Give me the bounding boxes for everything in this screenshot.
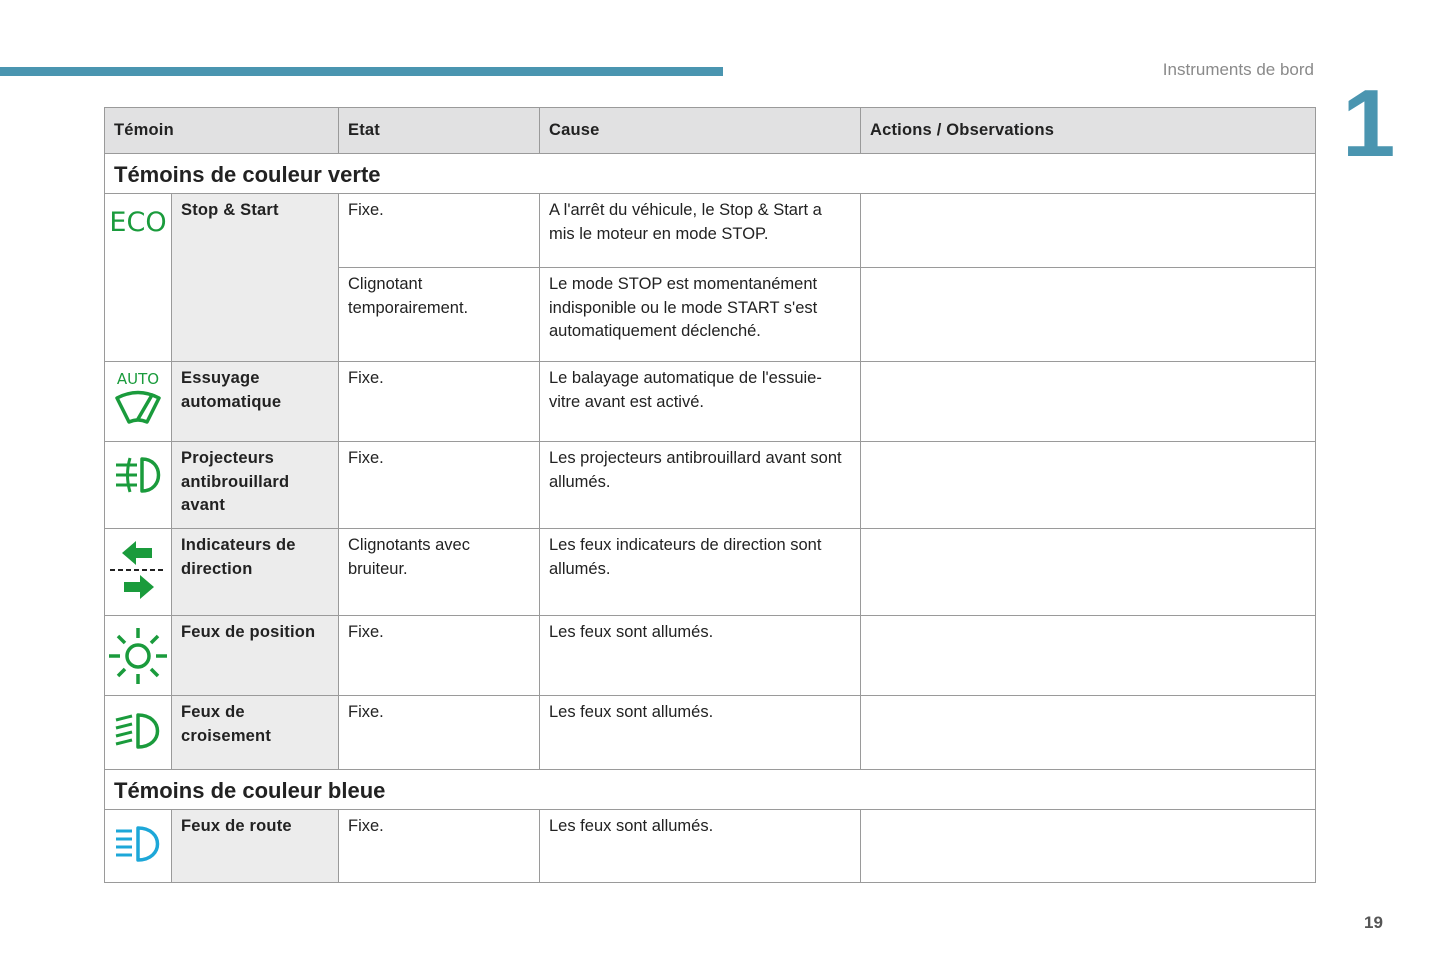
cause-cell: Les feux sont allumés. bbox=[540, 810, 861, 883]
table-row bbox=[105, 194, 1316, 268]
main-beam-icon bbox=[108, 824, 168, 864]
icon-cell bbox=[105, 810, 172, 883]
icon-cell bbox=[105, 362, 172, 442]
etat-cell: Fixe. bbox=[339, 194, 540, 268]
actions-cell bbox=[861, 696, 1316, 770]
lamp-name: Indicateurs de direction bbox=[172, 529, 339, 616]
cause-cell: A l'arrêt du véhicule, le Stop & Start a mis le moteur en mode STOP. bbox=[540, 194, 861, 268]
lamp-name: Feux de route bbox=[172, 810, 339, 883]
etat-cell: Clignotant temporairement. bbox=[339, 268, 540, 362]
cause-cell: Les feux sont allumés. bbox=[540, 616, 861, 696]
eco-icon-label: ECO bbox=[109, 207, 167, 238]
lamp-name: Projecteurs antibrouillard avant bbox=[172, 442, 339, 529]
front-fog-light-icon bbox=[108, 453, 168, 497]
cause-cell: Les feux sont allumés. bbox=[540, 696, 861, 770]
etat-cell: Fixe. bbox=[339, 616, 540, 696]
icon-cell bbox=[105, 696, 172, 770]
actions-cell bbox=[861, 616, 1316, 696]
chapter-number: 1 bbox=[1342, 70, 1396, 177]
lamp-name: Feux de position bbox=[172, 616, 339, 696]
group-row-blue bbox=[105, 770, 1316, 810]
cause-cell: Le mode STOP est momentanément indisponible ou le mode START s'est automatiquement déclenché. bbox=[540, 268, 861, 362]
etat-cell: Fixe. bbox=[339, 696, 540, 770]
eco-icon bbox=[108, 204, 168, 240]
column-header-temoin: Témoin bbox=[105, 108, 339, 154]
actions-cell bbox=[861, 268, 1316, 362]
group-title: Témoins de couleur bleue bbox=[105, 770, 1316, 810]
page-number: 19 bbox=[1364, 913, 1383, 932]
position-light-icon bbox=[107, 626, 169, 686]
icon-cell bbox=[105, 442, 172, 529]
etat-cell: Fixe. bbox=[339, 362, 540, 442]
etat-cell: Fixe. bbox=[339, 442, 540, 529]
table-row bbox=[105, 362, 1316, 442]
actions-cell bbox=[861, 529, 1316, 616]
column-header-cause: Cause bbox=[540, 108, 861, 154]
table-header-row bbox=[105, 108, 1316, 154]
icon-cell bbox=[105, 529, 172, 616]
cause-cell: Les feux indicateurs de direction sont allumés. bbox=[540, 529, 861, 616]
column-header-etat: Etat bbox=[339, 108, 540, 154]
direction-indicator-icon bbox=[107, 537, 169, 603]
lamp-name: Stop & Start bbox=[172, 194, 339, 362]
auto-wiper-icon bbox=[108, 368, 168, 434]
actions-cell bbox=[861, 362, 1316, 442]
table-row bbox=[105, 442, 1316, 529]
cause-cell: Les projecteurs antibrouillard avant sont allumés. bbox=[540, 442, 861, 529]
warning-lights-table bbox=[104, 107, 1316, 883]
dipped-beam-icon bbox=[108, 711, 168, 751]
group-title: Témoins de couleur verte bbox=[105, 154, 1316, 194]
etat-cell: Fixe. bbox=[339, 810, 540, 883]
auto-wiper-label: AUTO bbox=[116, 370, 160, 388]
section-title: Instruments de bord bbox=[1162, 60, 1314, 79]
table-row bbox=[105, 696, 1316, 770]
table-row bbox=[105, 810, 1316, 883]
group-row-green bbox=[105, 154, 1316, 194]
actions-cell bbox=[861, 810, 1316, 883]
etat-cell: Clignotants avec bruiteur. bbox=[339, 529, 540, 616]
actions-cell bbox=[861, 194, 1316, 268]
header-accent-bar bbox=[0, 67, 723, 76]
table-row bbox=[105, 616, 1316, 696]
lamp-name: Essuyage automatique bbox=[172, 362, 339, 442]
actions-cell bbox=[861, 442, 1316, 529]
table-row bbox=[105, 529, 1316, 616]
icon-cell bbox=[105, 616, 172, 696]
cause-cell: Le balayage automatique de l'essuie-vitre avant est activé. bbox=[540, 362, 861, 442]
icon-cell bbox=[105, 194, 172, 362]
column-header-actions: Actions / Observations bbox=[861, 108, 1316, 154]
lamp-name: Feux de croisement bbox=[172, 696, 339, 770]
